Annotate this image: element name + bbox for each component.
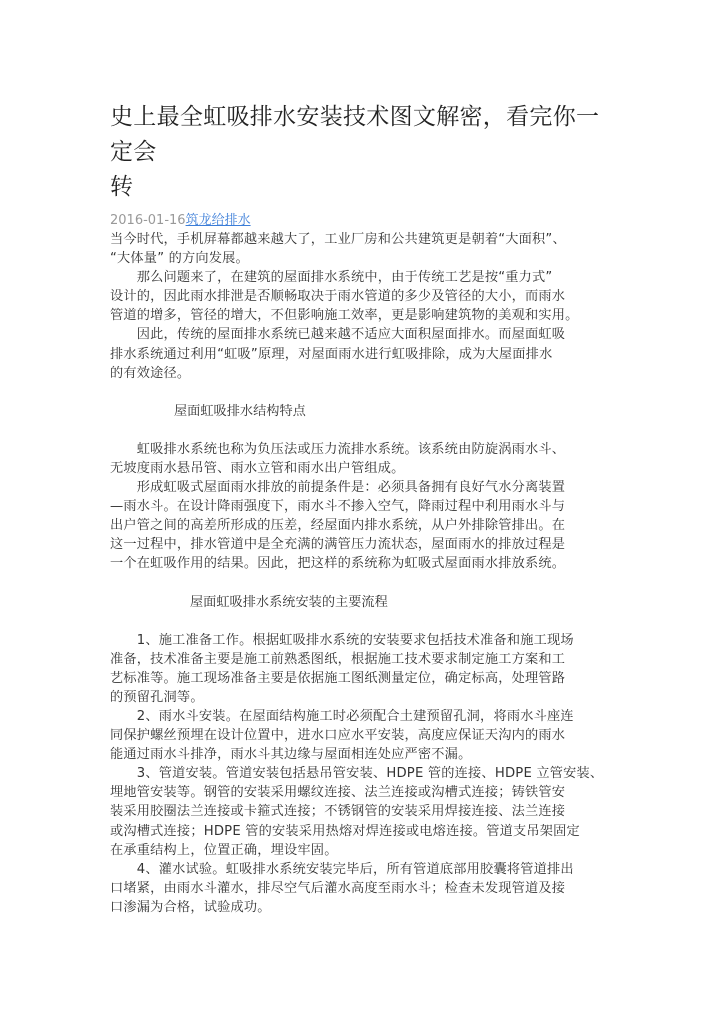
section-heading: 屋面虹吸排水系统安装的主要流程 (190, 594, 388, 610)
text-line: “大体量” 的方向发展。 (110, 251, 249, 267)
paragraph (110, 230, 620, 268)
paragraph (110, 325, 620, 382)
article-meta (110, 212, 620, 230)
text-line: 或沟槽式连接；HDPE 管的安装采用热熔对焊连接或电熔连接。管道支吊架固定 (110, 823, 580, 839)
paragraph (110, 268, 620, 325)
paragraph (110, 440, 620, 478)
text-line: 虹吸排水系统也称为负压法或压力流排水系统。该系统由防旋涡雨水斗、 (110, 441, 566, 457)
paragraph (110, 860, 620, 917)
text-line: 设计的，因此雨水排泄是否顺畅取决于雨水管道的多少及管径的大小，而雨水 (110, 289, 566, 305)
article (110, 100, 620, 917)
text-line: 管道的增多，管径的增大，不但影响施工效率，更是影响建筑物的美观和实用。 (110, 308, 579, 324)
paragraph (110, 764, 620, 859)
text-line: 3、管道安装。管道安装包括悬吊管安装、HDPE 管的连接、HDPE 立管安装、 (110, 766, 604, 782)
text-line: 的预留孔洞等。 (110, 689, 204, 705)
text-line: 因此，传统的屋面排水系统已越来越不适应大面积屋面排水。而屋面虹吸 (110, 327, 566, 343)
text-line: —雨水斗。在设计降雨强度下，雨水斗不掺入空气，降雨过程中利用雨水斗与 (110, 499, 566, 515)
text-line: 艺标准等。施工现场准备主要是依据施工图纸测量定位，确定标高，处理管路 (110, 670, 566, 686)
paragraph (110, 631, 620, 707)
text-line: 出户管之间的高差所形成的压差，经屋面内排水系统，从户外排除管排出。在 (110, 518, 566, 534)
text-line: 能通过雨水斗排净，雨水斗其边缘与屋面相连处应严密不漏。 (110, 747, 472, 763)
text-line: 那么问题来了，在建筑的屋面排水系统中，由于传统工艺是按“重力式” (110, 270, 553, 286)
text-line: 形成虹吸式屋面雨水排放的前提条件是：必须具备拥有良好气水分离装置 (110, 480, 566, 496)
author-link[interactable]: 筑龙给排水 (185, 213, 251, 228)
text-line: 在承重结构上，位置正确，埋设牢固。 (110, 842, 338, 858)
text-line: 一个在虹吸作用的结果。因此，把这样的系统称为虹吸式屋面雨水排放系统。 (110, 556, 566, 572)
publish-date: 2016-01-16 (110, 213, 186, 228)
text-line: 排水系统通过利用“虹吸”原理，对屋面雨水进行虹吸排除，成为大屋面排水 (110, 346, 553, 362)
section-heading: 屋面虹吸排水结构特点 (174, 403, 306, 419)
text-line: 装采用胶圈法兰连接或卡箍式连接；不锈钢管的安装采用焊接连接、法兰连接 (110, 804, 566, 820)
text-line: 当今时代，手机屏幕都越来越大了，工业厂房和公共建筑更是朝着“大面积”、 (110, 232, 566, 247)
paragraph (110, 478, 620, 573)
title-line: 转 (110, 174, 134, 200)
text-line: 同保护螺丝预埋在设计位置中，进水口应水平安装，高度应保证天沟内的雨水 (110, 728, 566, 744)
text-line: 无坡度雨水悬吊管、雨水立管和雨水出户管组成。 (110, 460, 405, 476)
text-line: 口渗漏为合格，试验成功。 (110, 899, 271, 915)
article-body (110, 230, 620, 917)
text-line: 准备，技术准备主要是施工前熟悉图纸，根据施工技术要求制定施工方案和工 (110, 651, 566, 667)
text-line: 1、施工准备工作。根据虹吸排水系统的安装要求包括技术准备和施工现场 (110, 632, 574, 648)
title-line: 史上最全虹吸排水安装技术图文解密，看完你一定会 (110, 104, 600, 165)
text-line: 4、灌水试验。虹吸排水系统安装完毕后，所有管道底部用胶囊将管道排出 (110, 861, 574, 877)
text-line: 埋地管安装等。钢管的安装采用螺纹连接、法兰连接或沟槽式连接；铸铁管安 (110, 785, 566, 801)
text-line: 口堵紧，由雨水斗灌水，排尽空气后灌水高度至雨水斗；检查未发现管道及接 (110, 880, 566, 896)
text-line: 2、雨水斗安装。在屋面结构施工时必须配合土建预留孔洞，将雨水斗座连 (110, 708, 574, 724)
text-line: 这一过程中，排水管道中是全充满的满管压力流状态，屋面雨水的排放过程是 (110, 537, 566, 553)
text-line: 的有效途径。 (110, 365, 191, 381)
paragraph (110, 707, 620, 764)
article-title (110, 100, 620, 205)
